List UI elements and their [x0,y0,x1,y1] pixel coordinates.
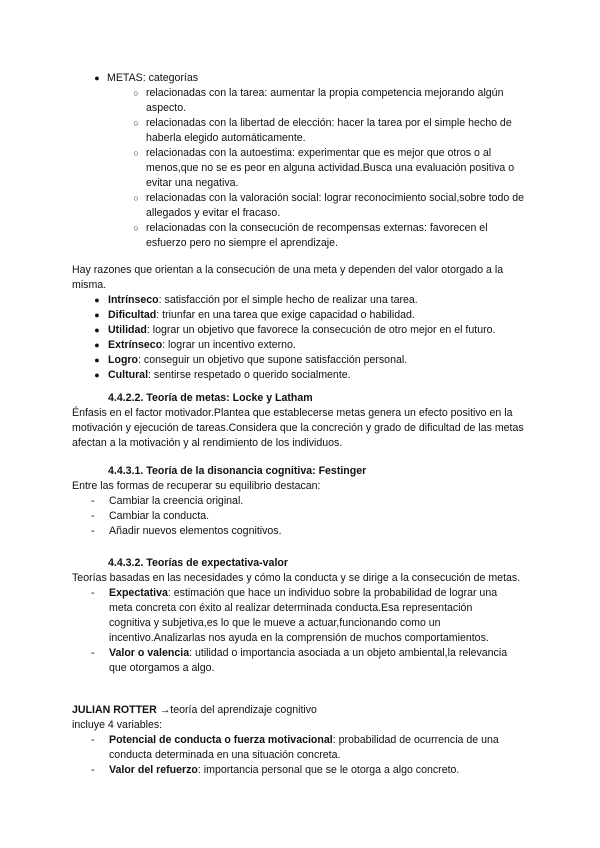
list-item [89,293,532,308]
dash-bullet-icon: - [91,525,95,537]
bullet-icon: ● [94,340,100,350]
circle-bullet-icon: ○ [133,148,139,158]
metas-item-text: relacionadas con la tarea: aumentar la propia competencia mejorando algún aspecto. [146,87,504,114]
circle-bullet-icon: ○ [133,88,139,98]
rotter-intro: incluye 4 variables: [72,719,163,731]
term-text: : triunfar en una tarea que exige capacidad o habilidad. [156,309,415,321]
list-item [91,524,532,539]
item-text: Cambiar la creencia original. [109,495,244,507]
rotter-section [72,703,534,778]
list-item [91,646,515,676]
list-item [129,221,529,251]
bullet-icon: ● [94,325,100,335]
bullet-icon: ● [94,310,100,320]
section-heading: 4.4.3.2. Teorías de expectativa-valor [108,557,288,569]
term: Dificultad [108,309,157,321]
list-item [91,733,516,763]
bullet-icon: ● [94,355,100,365]
section-heading: 4.4.3.1. Teoría de la disonancia cognitiva: Festinger [108,465,367,477]
term-text: : lograr un incentivo externo. [162,339,296,351]
metas-section [89,71,529,251]
dash-bullet-icon: - [91,734,95,746]
term-text: : estimación que hace un individuo sobre la probabilidad de lograr una meta concreta con éxito al realizar determinada conducta.Esa representación cognitiva y subjetiva,es lo que le mueve a actuar,funcionando como un incentivo.Analizarlas nos ayuda en la comprensión de muchos comportamientos. [109,587,498,644]
razones-intro: Hay razones que orientan a la consecución de una meta y dependen del valor otorgado a la misma. [72,264,504,291]
expectativa-section [72,556,534,676]
dash-bullet-icon: - [91,510,95,522]
term-text: : utilidad o importancia asociada a un objeto ambiental,la relevancia que otorgamos a algo. [109,647,508,674]
list-item [89,308,532,323]
metas-item-text: relacionadas con la valoración social: lograr reconocimiento social,sobre todo de allegados y evitar el fracaso. [146,192,525,219]
bullet-icon: ● [94,295,100,305]
expectativa-list [91,586,515,676]
dash-bullet-icon: - [91,647,95,659]
term: Extrínseco [108,339,163,351]
item-text: Añadir nuevos elementos cognitivos. [109,525,282,537]
list-item [89,338,532,353]
list-item [89,323,532,338]
bullet-icon: ● [94,370,100,380]
razones-section [72,263,532,383]
list-item [129,146,529,191]
circle-bullet-icon: ○ [133,118,139,128]
dash-bullet-icon: - [91,764,95,776]
metas-item-text: relacionadas con la consecución de recompensas externas: favorecen el esfuerzo pero no siempre el aprendizaje. [146,222,488,249]
term: Valor o valencia [109,647,190,659]
term: Intrínseco [108,294,159,306]
festinger-list [91,494,532,539]
locke-body: Énfasis en el factor motivador.Plantea que establecerse metas genera un efecto positivo en la motivación y ejecución de tareas.Considera que la concreción y grado de dificultad de las metas afectan a la motivación y al rendimiento de los individuos. [72,407,524,449]
rotter-name: JULIAN ROTTER [72,704,157,716]
metas-item-text: relacionadas con la autoestima: experimentar que es mejor que otros o al menos,que no se es peor en alguna actividad.Busca una evaluación positiva o evitar una negativa. [146,147,515,189]
circle-bullet-icon: ○ [133,193,139,203]
festinger-intro: Entre las formas de recuperar su equilibrio destacan: [72,480,321,492]
rotter-list [91,733,516,778]
metas-item-text: relacionadas con la libertad de elección: hacer la tarea por el simple hecho de haberla elegido automáticamente. [146,117,512,144]
list-item [129,191,529,221]
term: Utilidad [108,324,147,336]
term-text: : probabilidad de ocurrencia de una conducta determinada en una situación concreta. [109,734,499,761]
term-text: : sentirse respetado o querido socialmente. [148,369,351,381]
metas-sublist [129,86,529,251]
term: Expectativa [109,587,168,599]
term-text: : importancia personal que se le otorga a algo concreto. [197,764,460,776]
term-text: : satisfacción por el simple hecho de realizar una tarea. [158,294,418,306]
circle-bullet-icon: ○ [133,223,139,233]
list-item [91,509,532,524]
item-text: Cambiar la conducta. [109,510,210,522]
dash-bullet-icon: - [91,495,95,507]
list-item [91,494,532,509]
list-item [129,116,529,146]
metas-title-item [89,71,529,86]
list-item [129,86,529,116]
bullet-icon: ● [94,73,100,83]
locke-section [72,391,534,451]
list-item [91,586,515,646]
rotter-theory: →teoría del aprendizaje cognitivo [159,704,317,716]
list-item [89,353,532,368]
term-text: : conseguir un objetivo que supone satisfacción personal. [138,354,408,366]
list-item [91,763,516,778]
section-heading: 4.4.2.2. Teoría de metas: Locke y Latham [108,392,313,404]
dash-bullet-icon: - [91,587,95,599]
expectativa-intro: Teorías basadas en las necesidades y cómo la conducta y se dirige a la consecución de metas. [72,572,521,584]
term: Cultural [108,369,149,381]
term-text: : lograr un objetivo que favorece la consecución de otro mejor en el futuro. [146,324,496,336]
term: Potencial de conducta o fuerza motivacional [109,734,333,746]
list-item [89,368,532,383]
rotter-title [72,703,534,718]
term: Valor del refuerzo [109,764,198,776]
metas-title: METAS: categorías [107,72,199,84]
term: Logro [108,354,139,366]
razones-list [89,293,532,383]
festinger-section [72,464,532,539]
